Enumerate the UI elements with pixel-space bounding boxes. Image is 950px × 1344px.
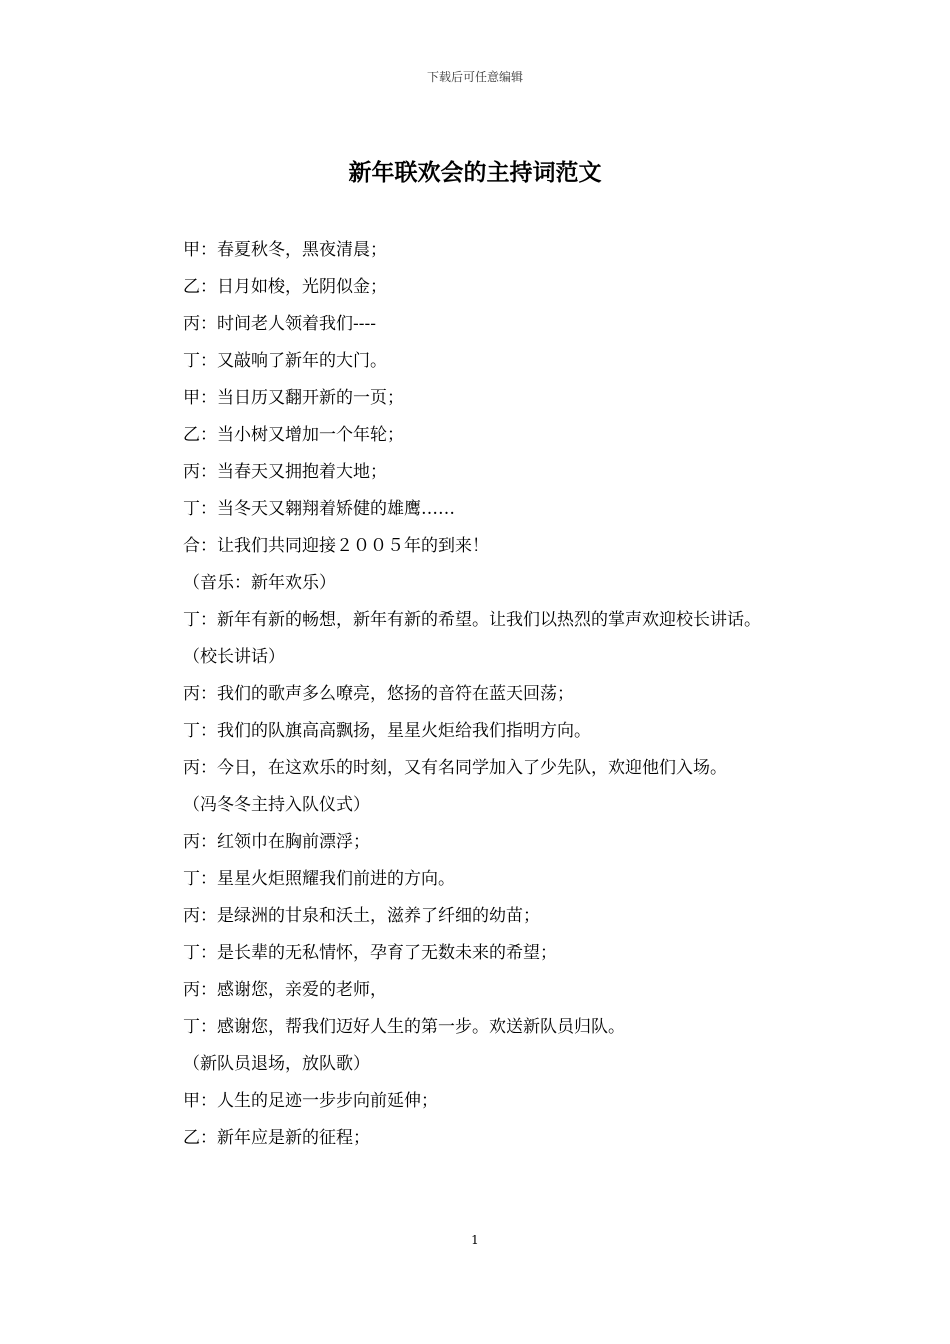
paragraph: 乙：新年应是新的征程；	[183, 1128, 370, 1148]
paragraph: 甲：春夏秋冬，黑夜清晨；	[183, 240, 387, 260]
paragraph: 丙：时间老人领着我们----	[183, 314, 376, 334]
paragraph: 丁：感谢您，帮我们迈好人生的第一步。欢送新队员归队。	[183, 1017, 625, 1037]
paragraph: 丁：当冬天又翱翔着矫健的雄鹰……	[183, 499, 455, 519]
paragraph: 丙：当春天又拥抱着大地；	[183, 462, 387, 482]
paragraph: 甲：当日历又翻开新的一页；	[183, 388, 404, 408]
paragraph: 乙：日月如梭，光阴似金；	[183, 277, 387, 297]
paragraph: （新队员退场，放队歌）	[183, 1054, 370, 1074]
paragraph: 丁：我们的队旗高高飘扬，星星火炬给我们指明方向。	[183, 721, 591, 741]
paragraph: 丙：感谢您，亲爱的老师，	[183, 980, 387, 1000]
paragraph: 合：让我们共同迎接２００５年的到来！	[183, 536, 489, 556]
paragraph: 丙：红领巾在胸前漂浮；	[183, 832, 370, 852]
page-number: 1	[471, 1233, 479, 1247]
paragraph: 丁：新年有新的畅想，新年有新的希望。让我们以热烈的掌声欢迎校长讲话。	[183, 610, 761, 630]
header-note: 下载后可任意编辑	[426, 70, 523, 84]
document-title: 新年联欢会的主持词范文	[348, 159, 602, 186]
paragraph: 丁：星星火炬照耀我们前进的方向。	[183, 869, 455, 889]
paragraph: 丁：又敲响了新年的大门。	[183, 351, 387, 371]
paragraph: 丙：我们的歌声多么嘹亮，悠扬的音符在蓝天回荡；	[183, 684, 574, 704]
paragraph: 丁：是长辈的无私情怀，孕育了无数未来的希望；	[183, 943, 557, 963]
paragraph: 丙：是绿洲的甘泉和沃土，滋养了纤细的幼苗；	[183, 906, 540, 926]
paragraph: 甲：人生的足迹一步步向前延伸；	[183, 1091, 438, 1111]
paragraph: （校长讲话）	[183, 647, 285, 667]
paragraph: 丙：今日，在这欢乐的时刻，又有名同学加入了少先队，欢迎他们入场。	[183, 758, 727, 778]
document-body	[146, 232, 816, 1157]
paragraph: （冯冬冬主持入队仪式）	[183, 795, 370, 815]
paragraph: 乙：当小树又增加一个年轮；	[183, 425, 404, 445]
paragraph: （音乐：新年欢乐）	[183, 573, 336, 593]
